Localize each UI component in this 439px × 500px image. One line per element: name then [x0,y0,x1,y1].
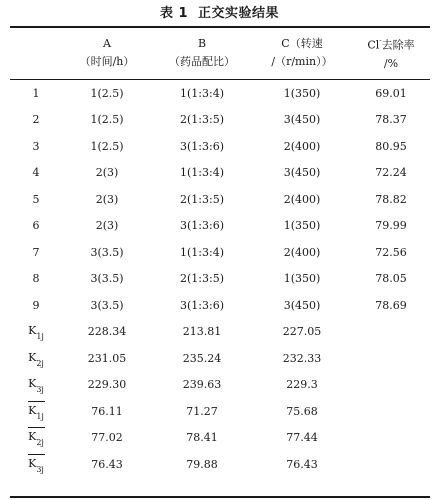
header-factor-c-unit: /（r/min）） [271,55,333,68]
cell-factor-c: 1(350) [283,86,321,100]
cell-factor-c: 3(450) [283,298,321,312]
cell-k-a: 76.11 [91,404,123,418]
cell-empty [352,425,430,452]
mean-k-row [10,425,430,452]
cell-removal-rate: 79.99 [375,219,407,233]
header-factor-b-name: B [197,37,207,50]
cell-empty [352,398,430,425]
cell-empty [352,372,430,399]
cell-factor-c: 3(450) [283,166,321,180]
cell-removal-rate: 78.82 [375,192,407,206]
cell-k-label [10,425,62,452]
cell-k-a: 228.34 [87,325,127,339]
cell-empty [352,319,430,346]
header-factor-a [62,30,152,76]
cell-k-b: 79.88 [186,457,218,471]
cell-removal-rate: 72.24 [375,166,407,180]
cell-factor-c: 1(350) [283,219,321,233]
cell-k-a: 229.30 [87,378,127,392]
cell-k-label [10,398,62,425]
table-row [10,186,430,213]
k-symbol: $K_{3j}$ [28,377,44,395]
cell-factor-a: 1(2.5) [90,113,124,127]
cell-k-b: 78.41 [186,431,218,445]
cell-run-number: 1 [32,86,40,100]
cell-removal-rate: 80.95 [375,139,407,153]
cell-removal-rate: 78.69 [375,298,407,312]
table-title: 正交实验结果 [198,6,280,21]
header-removal-rate-unit: /% [383,56,399,70]
header-removal-rate-name: Cl-去除率 [367,37,415,52]
cell-run-number: 7 [32,245,40,259]
table-row [10,266,430,293]
cell-factor-a: 1(2.5) [90,86,124,100]
table-row [10,80,430,107]
table-row [10,292,430,319]
k-symbol: $K_{1j}$ [28,403,44,421]
cell-factor-c: 3(450) [283,113,321,127]
k-symbol: $K_{1j}$ [28,324,44,342]
cell-run-number: 4 [32,166,40,180]
cell-factor-b: 1(1:3:4) [180,86,224,100]
cell-k-c: 229.3 [286,378,318,392]
cell-factor-a: 2(3) [95,219,119,233]
cell-run-number: 3 [32,139,40,153]
cell-factor-c: 1(350) [283,272,321,286]
header-factor-a-unit: （时间/h） [79,55,135,68]
header-factor-c [252,30,352,76]
header-factor-b-unit: （药品配比） [169,55,235,68]
cell-k-b: 213.81 [182,325,222,339]
cell-factor-b: 2(1:3:5) [180,113,224,127]
results-table [10,80,430,478]
table-header [10,30,430,76]
cell-factor-a: 3(3.5) [90,272,124,286]
cell-k-a: 77.02 [91,431,123,445]
cell-run-number: 8 [32,272,40,286]
cell-k-label [10,319,62,346]
cell-k-label [10,345,62,372]
cell-removal-rate: 78.05 [375,272,407,286]
cell-run-number: 2 [32,113,40,127]
cell-run-number: 6 [32,219,40,233]
cell-run-number: 9 [32,298,40,312]
cell-k-b: 235.24 [182,351,222,365]
table-row [10,107,430,134]
cell-removal-rate: 69.01 [375,86,407,100]
cell-k-c: 227.05 [282,325,322,339]
cell-removal-rate: 78.37 [375,113,407,127]
k-sum-row [10,372,430,399]
cell-factor-a: 2(3) [95,192,119,206]
table-row [10,239,430,266]
k-symbol: $K_{2j}$ [28,430,44,448]
cell-factor-b: 2(1:3:5) [180,272,224,286]
cell-factor-b: 2(1:3:5) [180,192,224,206]
mean-k-row [10,451,430,478]
table-number: 表 1 [159,6,189,21]
cell-k-c: 75.68 [286,404,318,418]
cell-factor-b: 3(1:3:6) [180,298,224,312]
cell-empty [352,451,430,478]
table-caption [0,6,439,22]
cell-factor-b: 3(1:3:6) [180,219,224,233]
k-symbol: $K_{2j}$ [28,350,44,368]
header-factor-b [152,30,252,76]
cell-k-b: 71.27 [186,404,218,418]
cell-k-a: 76.43 [91,457,123,471]
cell-run-number: 5 [32,192,40,206]
cell-factor-a: 1(2.5) [90,139,124,153]
table-row [10,213,430,240]
cell-removal-rate: 72.56 [375,245,407,259]
k-sum-row [10,319,430,346]
header-no [10,30,62,76]
cell-factor-b: 1(1:3:4) [180,245,224,259]
cell-k-label [10,372,62,399]
cell-k-c: 77.44 [286,431,318,445]
header-factor-c-name: C（转速 [281,37,323,50]
bottom-rule [10,496,430,498]
cell-factor-a: 3(3.5) [90,298,124,312]
cell-empty [352,345,430,372]
cell-factor-c: 2(400) [283,245,321,259]
k-symbol: $K_{3j}$ [28,456,44,474]
header-factor-a-name: A [103,37,111,50]
cell-k-a: 231.05 [87,351,127,365]
cell-k-b: 239.63 [182,378,222,392]
cell-factor-b: 1(1:3:4) [180,166,224,180]
table-row [10,160,430,187]
table-row [10,133,430,160]
top-rule [10,26,430,28]
mean-k-row [10,398,430,425]
cell-k-c: 232.33 [282,351,322,365]
cell-factor-a: 2(3) [95,166,119,180]
cell-factor-c: 2(400) [283,192,321,206]
cell-factor-a: 3(3.5) [90,245,124,259]
cell-k-c: 76.43 [286,457,318,471]
cell-factor-b: 3(1:3:6) [180,139,224,153]
header-removal-rate [352,30,430,76]
k-sum-row [10,345,430,372]
cell-factor-c: 2(400) [283,139,321,153]
cell-k-label [10,451,62,478]
